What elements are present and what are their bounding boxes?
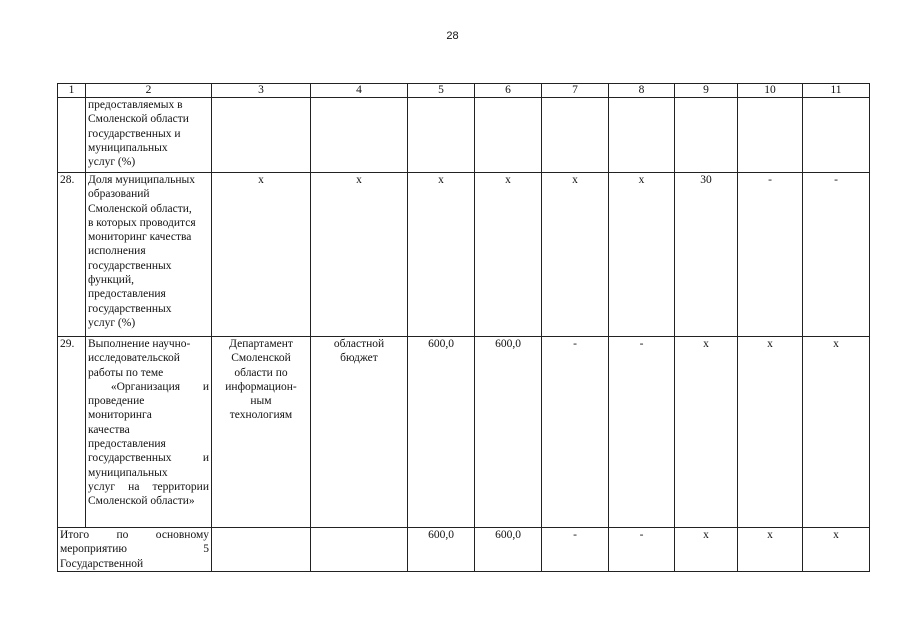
source-cell: областной бюджет — [311, 337, 408, 528]
value-cell: x — [803, 528, 870, 572]
value-cell: 600,0 — [408, 528, 475, 572]
executor-cell: x — [212, 173, 311, 337]
column-number: 6 — [475, 84, 542, 98]
program-table — [57, 83, 870, 572]
table-row — [58, 98, 870, 173]
executor-cell: Департамент Смоленской области по информацион- ным технологиям — [212, 337, 311, 528]
value-cell — [475, 98, 542, 173]
value-cell — [738, 98, 803, 173]
value-cell — [609, 98, 675, 173]
column-number: 10 — [738, 84, 803, 98]
value-cell: x — [475, 173, 542, 337]
column-number: 1 — [58, 84, 86, 98]
row-name: Доля муниципальных образований Смоленской области, в которых проводится мониторинг качества исполнения государственных функций, предоставления государственных услуг (%) — [86, 173, 212, 337]
column-number: 5 — [408, 84, 475, 98]
table-row — [58, 337, 870, 528]
row-number: 28. — [58, 173, 86, 337]
value-cell: x — [609, 173, 675, 337]
value-cell — [408, 98, 475, 173]
source-cell: x — [311, 173, 408, 337]
value-cell: x — [738, 528, 803, 572]
column-number: 3 — [212, 84, 311, 98]
value-cell: x — [408, 173, 475, 337]
value-cell: - — [803, 173, 870, 337]
page-number: 28 — [446, 30, 459, 42]
column-number: 8 — [609, 84, 675, 98]
column-number: 4 — [311, 84, 408, 98]
source-cell — [311, 98, 408, 173]
value-cell: - — [738, 173, 803, 337]
table-row — [58, 173, 870, 337]
value-cell: x — [675, 528, 738, 572]
row-number: 29. — [58, 337, 86, 528]
source-cell — [311, 528, 408, 572]
value-cell: x — [542, 173, 609, 337]
value-cell: x — [803, 337, 870, 528]
column-number: 2 — [86, 84, 212, 98]
value-cell: x — [738, 337, 803, 528]
row-name: предоставляемых в Смоленской области государственных и муниципальных услуг (%) — [86, 98, 212, 173]
value-cell — [675, 98, 738, 173]
column-number: 11 — [803, 84, 870, 98]
value-cell — [803, 98, 870, 173]
total-label: Итого по основному мероприятию 5 Государственной — [58, 528, 212, 572]
column-number: 7 — [542, 84, 609, 98]
executor-cell — [212, 98, 311, 173]
row-name: Выполнение научно- исследовательской работы по теме «Организация и проведение мониторинга качества предоставления государственных и муниципальных услуг на территории Смоленской области» — [86, 337, 212, 528]
column-numbers-row — [58, 84, 870, 98]
value-cell — [542, 98, 609, 173]
value-cell: - — [542, 528, 609, 572]
column-number: 9 — [675, 84, 738, 98]
value-cell: 30 — [675, 173, 738, 337]
value-cell: 600,0 — [475, 528, 542, 572]
value-cell: - — [609, 528, 675, 572]
row-number — [58, 98, 86, 173]
value-cell: x — [675, 337, 738, 528]
value-cell: - — [542, 337, 609, 528]
total-row — [58, 528, 870, 572]
executor-cell — [212, 528, 311, 572]
value-cell: - — [609, 337, 675, 528]
value-cell: 600,0 — [408, 337, 475, 528]
value-cell: 600,0 — [475, 337, 542, 528]
